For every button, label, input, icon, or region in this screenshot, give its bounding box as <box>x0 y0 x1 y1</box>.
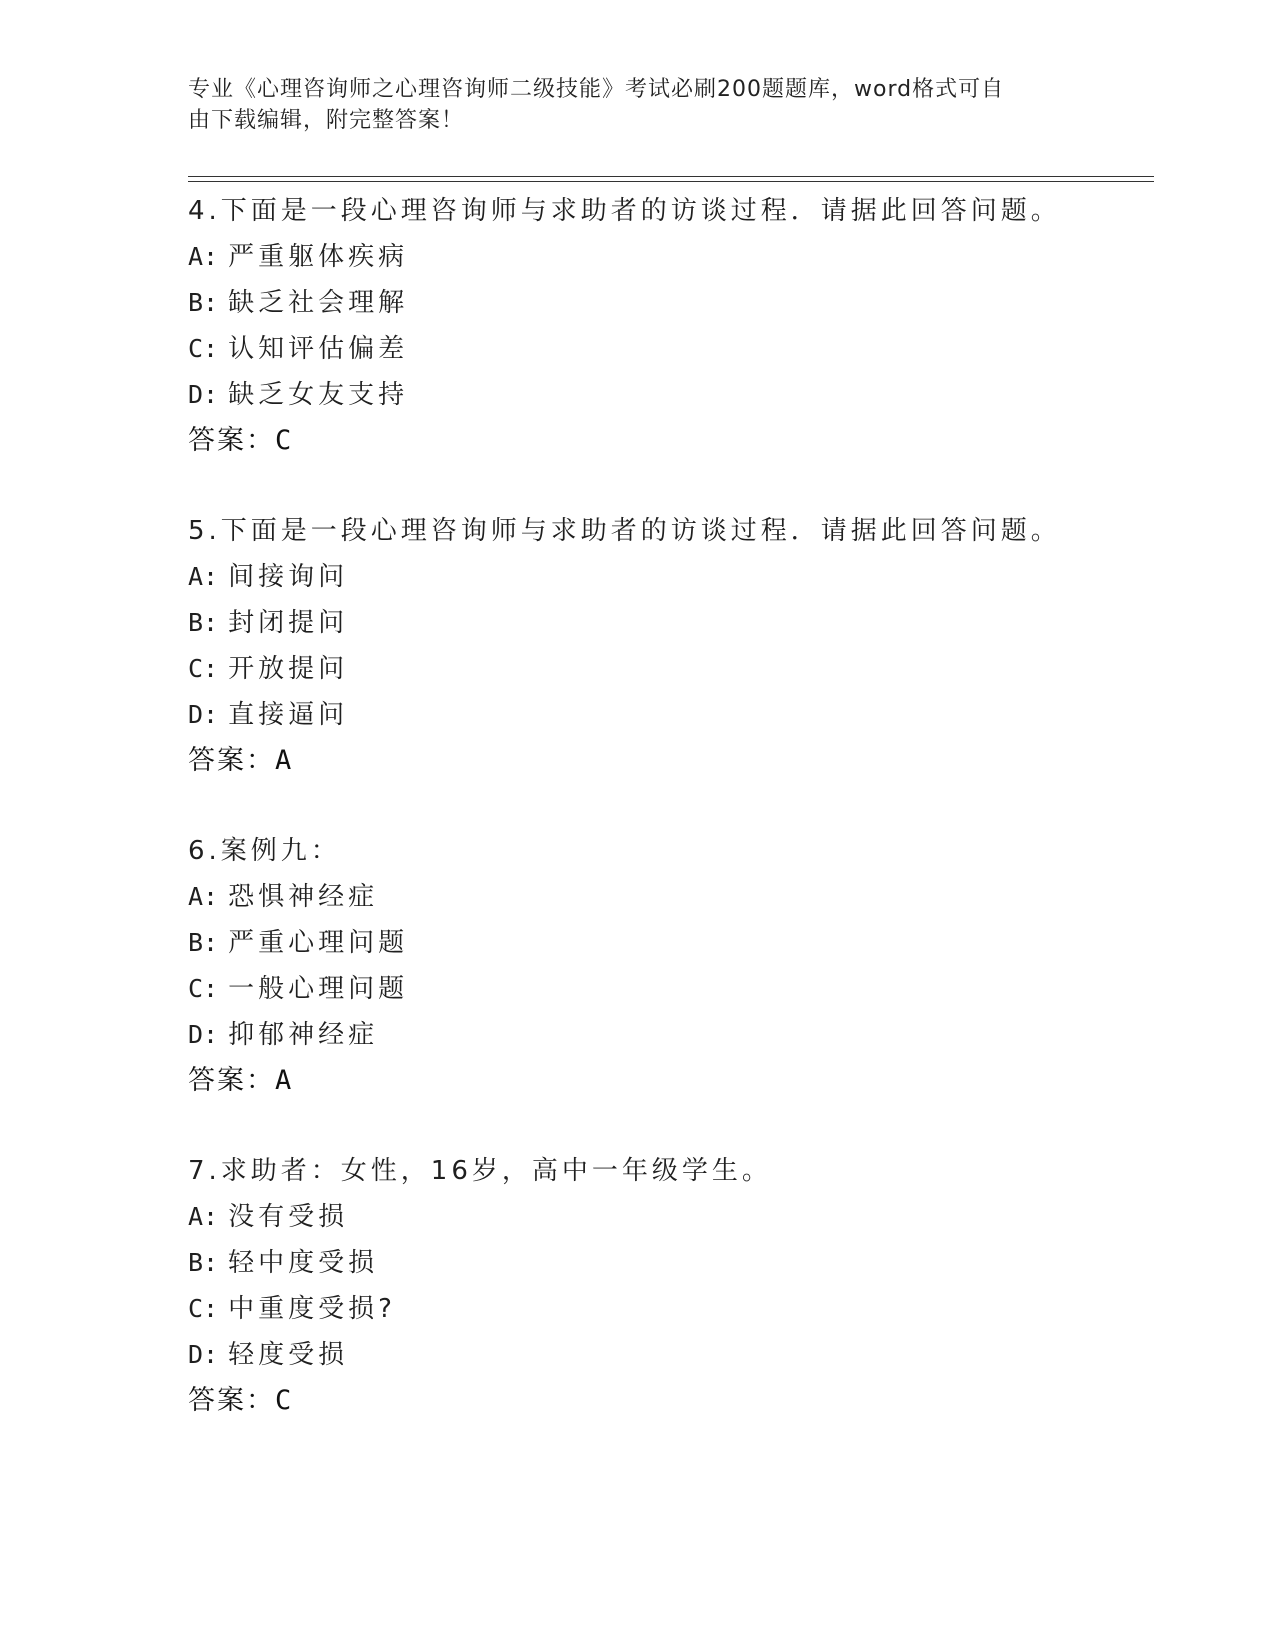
option-letter: C: <box>188 334 219 363</box>
option-b <box>188 920 1148 966</box>
option-text: 封闭提问 <box>228 608 349 638</box>
option-letter: A: <box>188 882 219 911</box>
header-divider-bottom <box>188 181 1154 182</box>
answer-line <box>188 1058 1148 1104</box>
header-line-1: 专业《心理咨询师之心理咨询师二级技能》考试必刷200题题库，word格式可自 <box>188 77 1005 102</box>
answer-value: A <box>275 1065 294 1096</box>
option-letter: B: <box>188 608 219 637</box>
option-letter: D: <box>188 380 219 409</box>
answer-line <box>188 418 1148 464</box>
option-letter: A: <box>188 1202 219 1231</box>
option-c <box>188 326 1148 372</box>
option-letter: D: <box>188 1340 219 1369</box>
question-block <box>188 508 1148 784</box>
question-stem: 6.案例九： <box>188 836 341 866</box>
answer-line <box>188 1378 1148 1424</box>
question-stem: 5.下面是一段心理咨询师与求助者的访谈过程．请据此回答问题。 <box>188 516 1061 546</box>
option-text: 抑郁神经症 <box>228 1020 379 1050</box>
option-c <box>188 1286 1148 1332</box>
option-letter: B: <box>188 928 219 957</box>
document-header <box>188 74 1068 136</box>
option-b <box>188 600 1148 646</box>
option-b <box>188 1240 1148 1286</box>
option-letter: D: <box>188 1020 219 1049</box>
answer-line <box>188 738 1148 784</box>
option-letter: D: <box>188 700 219 729</box>
option-text: 认知评估偏差 <box>228 334 409 364</box>
option-b <box>188 280 1148 326</box>
question-block <box>188 828 1148 1104</box>
option-letter: C: <box>188 654 219 683</box>
option-c <box>188 966 1148 1012</box>
question-block <box>188 1148 1148 1424</box>
answer-label: 答案： <box>188 745 275 776</box>
option-letter: A: <box>188 242 219 271</box>
option-text: 直接逼问 <box>228 700 349 730</box>
question-block <box>188 188 1148 464</box>
option-text: 轻中度受损 <box>228 1248 379 1278</box>
option-text: 一般心理问题 <box>228 974 409 1004</box>
option-letter: C: <box>188 974 219 1003</box>
option-d <box>188 372 1148 418</box>
option-a <box>188 1194 1148 1240</box>
option-text: 轻度受损 <box>228 1340 349 1370</box>
option-letter: A: <box>188 562 219 591</box>
option-letter: B: <box>188 288 219 317</box>
option-d <box>188 1332 1148 1378</box>
option-d <box>188 1012 1148 1058</box>
option-text: 恐惧神经症 <box>228 882 379 912</box>
header-divider-top <box>188 176 1154 177</box>
option-a <box>188 874 1148 920</box>
header-line-2: 由下载编辑，附完整答案！ <box>188 108 465 133</box>
option-text: 没有受损 <box>228 1202 349 1232</box>
answer-label: 答案： <box>188 1065 275 1096</box>
option-letter: B: <box>188 1248 219 1277</box>
option-a <box>188 554 1148 600</box>
option-letter: C: <box>188 1294 219 1323</box>
option-text: 严重心理问题 <box>228 928 409 958</box>
answer-value: C <box>275 1385 294 1416</box>
answer-label: 答案： <box>188 1385 275 1416</box>
option-a <box>188 234 1148 280</box>
option-text: 严重躯体疾病 <box>228 242 409 272</box>
option-text: 缺乏社会理解 <box>228 288 409 318</box>
option-text: 间接询问 <box>228 562 349 592</box>
question-stem: 7.求助者：女性，16岁，高中一年级学生。 <box>188 1156 772 1186</box>
option-c <box>188 646 1148 692</box>
option-text: 中重度受损? <box>228 1294 396 1324</box>
answer-value: A <box>275 745 294 776</box>
answer-value: C <box>275 425 294 456</box>
option-text: 缺乏女友支持 <box>228 380 409 410</box>
option-text: 开放提问 <box>228 654 349 684</box>
question-stem: 4.下面是一段心理咨询师与求助者的访谈过程．请据此回答问题。 <box>188 196 1061 226</box>
answer-label: 答案： <box>188 425 275 456</box>
option-d <box>188 692 1148 738</box>
